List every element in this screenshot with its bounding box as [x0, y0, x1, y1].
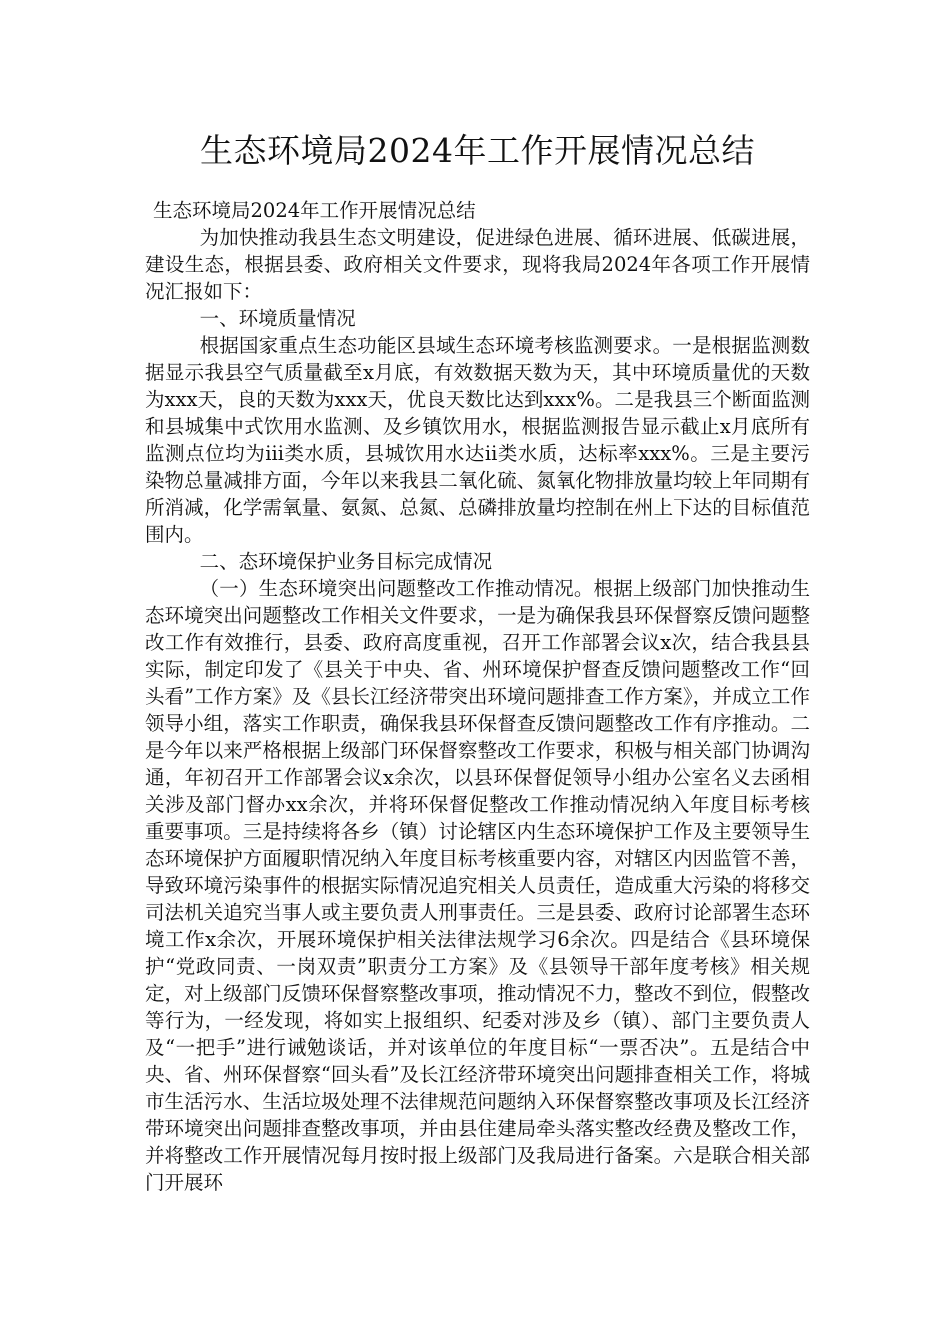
section-heading-business-targets: 二、态环境保护业务目标完成情况: [199, 550, 493, 573]
intro-paragraph: 为加快推动我县生态文明建设，促进绿色进展、循环进展、低碳进展，建设生态，根据县委、政府相关文件要求，现将我局2024年各项工作开展情况汇报如下：: [145, 226, 810, 303]
document-subtitle: 生态环境局2024年工作开展情况总结: [153, 199, 476, 222]
document-title: 生态环境局2024年工作开展情况总结: [200, 131, 755, 170]
rectification-paragraph: （一）生态环境突出问题整改工作推动情况。根据上级部门加快推动生态环境突出问题整改工作相关文件要求，一是为确保我县环保督察反馈问题整改工作有效推行，县委、政府高度重视，召开工作部署会议x次，结合我县县实际，制定印发了《县关于中央、省、州环境保护督查反馈问题整改工作“回头看”工作方案》及《县长江经济带突出环境问题排查工作方案》，并成立工作领导小组，落实工作职责，确保我县环保督查反馈问题整改工作有序推动。二是今年以来严格根据上级部门环保督察整改工作要求，积极与相关部门协调沟通，年初召开工作部署会议x余次，以县环保督促领导小组办公室名义去函相关涉及部门督办xx余次，并将环保督促整改工作推动情况纳入年度目标考核重要事项。三是持续将各乡（镇）讨论辖区内生态环境保护工作及主要领导生态环境保护方面履职情况纳入年度目标考核重要内容，对辖区内因监管不善，导致环境污染事件的根据实际情况追究相关人员责任，造成重大污染的将移交司法机关追究当事人或主要负责人刑事责任。三是县委、政府讨论部署生态环境工作x余次，开展环境保护相关法律法规学习6余次。四是结合《县环境保护“党政同责、一岗双责”职责分工方案》及《县领导干部年度考核》相关规定，对上级部门反馈环保督察整改事项，推动情况不力，整改不到位，假整改等行为，一经发现，将如实上报组织、纪委对涉及乡（镇）、部门主要负责人及“一把手”进行诫勉谈话，并对该单位的年度目标“一票否决”。五是结合中央、省、州环保督察“回头看”及长江经济带环境突出问题排查相关工作，将城市生活污水、生活垃圾处理不法律规范问题纳入环保督察整改事项及长江经济带环境突出问题排查整改事项，并由县住建局牵头落实整改经费及整改工作，并将整改工作开展情况每月按时报上级部门及我局进行备案。六是联合相关部门开展环: [145, 577, 810, 1194]
document-page: [145, 125, 810, 1196]
environment-quality-paragraph: 根据国家重点生态功能区县域生态环境考核监测要求。一是根据监测数据显示我县空气质量截至x月底，有效数据天数为天，其中环境质量优的天数为xxx天，良的天数为xxx天，优良天数比达到xxx%。二是我县三个断面监测和县城集中式饮用水监测、及乡镇饮用水，根据监测报告显示截止x月底所有监测点位均为iii类水质，县城饮用水达ii类水质，达标率xxx%。三是主要污染物总量减排方面，今年以来我县二氧化硫、氮氧化物排放量均较上年同期有所消减，化学需氧量、氨氮、总氮、总磷排放量均控制在州上下达的目标值范围内。: [145, 334, 810, 546]
section-heading-environment-quality: 一、环境质量情况: [199, 307, 356, 330]
